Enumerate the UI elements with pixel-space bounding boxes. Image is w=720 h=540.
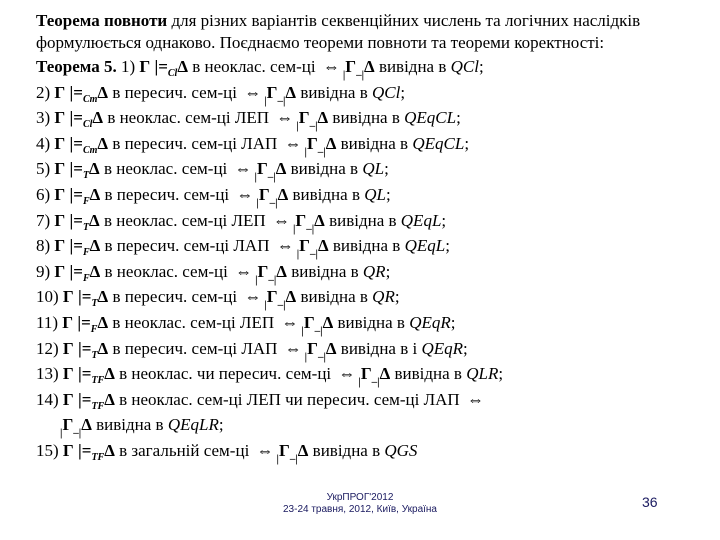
delta-symbol: Δ: [92, 108, 104, 128]
derived-label: вивідна в: [329, 210, 397, 230]
delta-symbol: Δ: [285, 82, 297, 102]
gamma-symbol: Г: [299, 236, 310, 256]
calculus-name: QCl: [450, 57, 479, 76]
iff-symbol: ⇔: [338, 364, 356, 384]
theorem-item-continuation: $_|Г_{-|}\Delta$ вивідна в QEqLR;: [60, 415, 224, 440]
calculus-name: QR: [362, 261, 386, 281]
theorem-item: 10) Γ $|=_T\Delta$ в пересич. сем-ці ⇔ $_|Г_{-|}\Delta$ вивідна в QR;: [36, 284, 696, 310]
turnstile-symbol: –|: [267, 171, 276, 184]
item-number: 4): [36, 133, 51, 153]
calculus-name: QEqR: [421, 338, 464, 358]
turnstile-symbol: |: [276, 452, 279, 465]
iff-symbol: ⇔: [466, 389, 484, 409]
delta-symbol: Δ: [297, 440, 309, 460]
item-number: 1): [120, 57, 136, 76]
derived-label: вивідна в: [332, 236, 401, 256]
calculus-name: QEqCL: [412, 133, 465, 153]
semantics-condition: в пересич. сем-ці ЛАП: [112, 338, 278, 358]
gamma-symbol: Γ: [62, 440, 74, 460]
delta-symbol: Δ: [97, 133, 109, 153]
delta-symbol: Δ: [97, 287, 109, 307]
turnstile-symbol: –|: [317, 350, 326, 363]
semantics-subscript: F: [82, 247, 90, 259]
semantics-subscript: TF: [91, 400, 105, 412]
item-number: 2): [36, 82, 51, 102]
theorem-item: 13) Γ $|=_{TF}\Delta$ в неоклас. чи пересич. сем-ці ⇔ $_|Г_{-|}\Delta$ вивідна в QLR;: [36, 361, 696, 387]
semantics-subscript: TF: [91, 375, 105, 387]
iff-symbol: ⇔: [276, 236, 294, 256]
semantics-condition: в пересич. сем-ці: [112, 82, 237, 102]
item-number: 15): [36, 440, 59, 460]
turnstile-symbol: –|: [309, 120, 318, 133]
turnstile-symbol: –|: [317, 145, 326, 158]
models-symbol: |=: [154, 57, 168, 76]
slide-content: [36, 10, 696, 464]
gamma-symbol: Γ: [54, 184, 66, 204]
theorem-list: [36, 54, 696, 464]
delta-symbol: Δ: [104, 389, 115, 409]
page-number: 36: [642, 494, 658, 510]
derived-label: вивідна в: [291, 261, 359, 281]
semantics-condition: в неоклас. сем-ці ЛЕП: [112, 312, 275, 332]
gamma-symbol: Γ: [62, 338, 74, 358]
semantics-subscript: Cl: [167, 68, 178, 79]
delta-symbol: Δ: [277, 184, 289, 204]
item-number: 9): [36, 261, 51, 281]
calculus-name: QEqLR: [167, 415, 219, 435]
calculus-name: QR: [372, 287, 395, 307]
theorem-item: 12) Γ $|=_T\Delta$ в пересич. сем-ці ЛАП ⇔ $_|Г_{-|}\Delta$ вивідна в і QEqR;: [36, 336, 696, 362]
delta-symbol: Δ: [314, 210, 325, 230]
semantics-condition: в пересич. сем-ці ЛАП: [104, 236, 270, 256]
models-symbol: |=: [69, 184, 83, 204]
calculus-name: QGS: [384, 440, 418, 460]
theorem-item: Теорема 5. 1) Γ $|=_{Cl}\Delta$ в неоклас. сем-ці ⇔ $_|Г_{-|}\Delta$ вивідна в QCl;: [36, 54, 696, 80]
iff-symbol: ⇔: [235, 261, 253, 281]
footer-date-place: 23-24 травня, 2012, Київ, Україна: [283, 504, 437, 515]
models-symbol: |=: [69, 82, 83, 102]
iff-symbol: ⇔: [284, 338, 302, 358]
turnstile-symbol: |: [264, 94, 267, 107]
turnstile-symbol: |: [292, 222, 296, 235]
semantics-subscript: Cl: [82, 119, 93, 131]
semantics-condition: в загальній сем-ці: [119, 440, 250, 460]
footer-conference: УкрПРОГ'2012: [326, 492, 394, 503]
theorem-label: Теорема 5.: [36, 57, 117, 76]
iff-symbol: ⇔: [322, 57, 340, 76]
gamma-symbol: Г: [303, 312, 315, 332]
gamma-symbol: Γ: [54, 210, 66, 230]
semantics-subscript: T: [91, 298, 98, 310]
item-number: 14): [36, 389, 59, 409]
turnstile-symbol: |: [255, 273, 258, 286]
calculus-name: QEqCL: [404, 108, 457, 128]
turnstile-symbol: –|: [268, 273, 277, 286]
iff-symbol: ⇔: [236, 184, 254, 204]
footer: [0, 492, 720, 516]
item-number: 11): [36, 312, 59, 332]
gamma-symbol: Г: [360, 364, 372, 384]
gamma-symbol: Г: [295, 210, 307, 230]
derived-label: вивідна в: [312, 440, 381, 460]
iff-symbol: ⇔: [256, 440, 274, 460]
turnstile-symbol: –|: [277, 94, 286, 107]
delta-symbol: Δ: [317, 108, 329, 128]
semantics-subscript: F: [82, 272, 90, 284]
derived-label: вивідна в: [290, 159, 359, 179]
calculus-name: QCl: [372, 82, 401, 102]
gamma-symbol: Γ: [54, 159, 66, 179]
turnstile-symbol: –|: [356, 69, 365, 81]
theorem-item: 7) Γ $|=_T\Delta$ в неоклас. сем-ці ЛЕП ⇔ $_|Г_{-|}\Delta$ вивідна в QEqL;: [36, 208, 696, 234]
theorem-item: 11) Γ $|=_F\Delta$ в неоклас. сем-ці ЛЕП ⇔ $_|Г_{-|}\Delta$ вивідна в QEqR;: [36, 310, 696, 336]
turnstile-symbol: –|: [289, 452, 298, 465]
delta-symbol: Δ: [275, 159, 287, 179]
theorem-item: 3) Γ $|=_{Cl}\Delta$ в неоклас. сем-ці ЛЕП ⇔ $_|Г_{-|}\Delta$ вивідна в QEqCL;: [36, 105, 696, 131]
turnstile-symbol: |: [304, 145, 307, 158]
derived-label: вивідна в: [96, 415, 164, 435]
gamma-symbol: Г: [256, 159, 268, 179]
gamma-symbol: Γ: [62, 364, 74, 384]
gamma-symbol: Г: [258, 184, 270, 204]
delta-symbol: Δ: [325, 338, 337, 358]
theorem-item: 2) Γ $|=_{Cm}\Delta$ в пересич. сем-ці ⇔ $_|Г_{-|}\Delta$ вивідна в QCl;: [36, 80, 696, 106]
semantics-condition: в пересич. сем-ці: [104, 184, 230, 204]
intro-paragraph: [36, 10, 696, 54]
gamma-symbol: Γ: [54, 108, 66, 128]
delta-symbol: Δ: [97, 82, 109, 102]
semantics-subscript: T: [91, 349, 98, 361]
delta-symbol: Δ: [322, 312, 334, 332]
models-symbol: |=: [78, 389, 92, 409]
turnstile-symbol: |: [301, 324, 304, 337]
item-number: 10): [36, 287, 59, 307]
models-symbol: |=: [78, 338, 92, 358]
turnstile-symbol: –|: [310, 248, 318, 261]
models-symbol: |=: [78, 364, 92, 384]
models-symbol: |=: [78, 287, 92, 307]
gamma-symbol: Γ: [54, 133, 66, 153]
gamma-symbol: Г: [266, 287, 278, 307]
iff-symbol: ⇔: [276, 108, 294, 128]
gamma-symbol: Г: [257, 261, 269, 281]
delta-symbol: Δ: [97, 338, 109, 358]
theorem-item: 9) Γ $|=_F\Delta$ в неоклас. сем-ці ⇔ $_|Г_{-|}\Delta$ вивідна в QR;: [36, 259, 696, 285]
derived-label: вивідна в: [300, 287, 368, 307]
semantics-condition: в неоклас. сем-ці ЛЕП чи пересич. сем-ці ЛАП: [119, 389, 460, 409]
delta-symbol: Δ: [285, 287, 297, 307]
semantics-subscript: F: [90, 323, 98, 335]
derived-label: вивідна в і: [340, 338, 418, 358]
turnstile-symbol: |: [256, 196, 259, 209]
item-number: 6): [36, 184, 51, 204]
semantics-condition: в пересич. сем-ці ЛАП: [112, 133, 278, 153]
semantics-subscript: Cm: [82, 144, 98, 156]
calculus-name: QL: [364, 184, 386, 204]
delta-symbol: Δ: [89, 184, 101, 204]
iff-symbol: ⇔: [284, 133, 302, 153]
intro-text: для різних варіантів секвенційних числень та логічних наслідків формулюється однаково. Поєднаємо теореми повноти та теореми коректності:: [36, 11, 641, 52]
derived-label: вивідна в: [394, 364, 462, 384]
iff-symbol: ⇔: [244, 82, 262, 102]
turnstile-symbol: |: [60, 427, 63, 440]
models-symbol: |=: [69, 261, 83, 281]
delta-symbol: Δ: [317, 236, 329, 256]
theorem-item: 6) Γ $|=_F\Delta$ в пересич. сем-ці ⇔ $_|Г_{-|}\Delta$ вивідна в QL;: [36, 182, 696, 208]
delta-symbol: Δ: [89, 159, 100, 179]
gamma-symbol: Г: [298, 108, 310, 128]
calculus-name: QEqR: [409, 312, 451, 332]
delta-symbol: Δ: [276, 261, 287, 281]
turnstile-symbol: |: [358, 376, 361, 389]
delta-symbol: Δ: [89, 261, 101, 281]
delta-symbol: Δ: [325, 133, 337, 153]
item-number: 3): [36, 108, 51, 128]
semantics-subscript: T: [82, 221, 90, 233]
gamma-symbol: Γ: [62, 389, 74, 409]
models-symbol: |=: [69, 236, 83, 256]
gamma-symbol: Γ: [54, 261, 66, 281]
calculus-name: QLR: [466, 364, 499, 384]
delta-symbol: Δ: [104, 440, 115, 460]
models-symbol: |=: [69, 108, 83, 128]
gamma-symbol: Γ: [139, 57, 151, 76]
derived-label: вивідна в: [332, 108, 400, 128]
calculus-name: QEqL: [404, 236, 446, 256]
theorem-item: [36, 387, 696, 413]
turnstile-symbol: –|: [314, 324, 323, 337]
models-symbol: |=: [69, 210, 83, 230]
turnstile-symbol: |: [342, 69, 346, 81]
turnstile-symbol: –|: [269, 196, 278, 209]
models-symbol: |=: [77, 312, 91, 332]
item-number: 13): [36, 364, 59, 384]
turnstile-symbol: |: [296, 248, 300, 261]
delta-symbol: Δ: [89, 210, 100, 230]
delta-symbol: Δ: [379, 364, 391, 384]
iff-symbol: ⇔: [244, 287, 262, 307]
item-number: 12): [36, 338, 59, 358]
delta-symbol: Δ: [104, 364, 115, 384]
theorem-item: [36, 438, 696, 464]
semantics-condition: в неоклас. сем-ці: [103, 159, 228, 179]
derived-label: вивідна в: [337, 312, 405, 332]
delta-symbol: Δ: [177, 57, 189, 76]
models-symbol: |=: [78, 440, 92, 460]
theorem-item: 8) Γ $|=_F\Delta$ в пересич. сем-ці ЛАП ⇔ $_|Г_{-|}\Delta$ вивідна в QEqL;: [36, 233, 696, 259]
semantics-condition: в неоклас. сем-ці: [104, 261, 228, 281]
semantics-condition: в неоклас. сем-ці ЛЕП: [107, 108, 270, 128]
gamma-symbol: Г: [307, 338, 318, 358]
semantics-condition: в неоклас. чи пересич. сем-ці: [119, 364, 332, 384]
derived-label: вивідна в: [300, 82, 368, 102]
delta-symbol: Δ: [89, 236, 101, 256]
turnstile-symbol: –|: [277, 299, 286, 312]
iff-symbol: ⇔: [281, 312, 299, 332]
calculus-name: QL: [362, 159, 385, 179]
item-number: 8): [36, 236, 51, 256]
turnstile-symbol: |: [254, 171, 257, 184]
gamma-symbol: Г: [266, 82, 278, 102]
turnstile-symbol: |: [296, 120, 299, 133]
turnstile-symbol: –|: [73, 427, 82, 440]
derived-label: вивідна в: [292, 184, 360, 204]
gamma-symbol: Γ: [54, 236, 66, 256]
semantics-condition: в неоклас. сем-ці: [192, 57, 316, 76]
iff-symbol: ⇔: [234, 159, 252, 179]
theorem-item: 5) Γ $|=_T\Delta$ в неоклас. сем-ці ⇔ $_|Г_{-|}\Delta$ вивідна в QL;: [36, 156, 696, 182]
turnstile-symbol: |: [264, 299, 267, 312]
models-symbol: |=: [69, 159, 83, 179]
semantics-subscript: Cm: [82, 93, 98, 105]
gamma-symbol: Γ: [54, 82, 66, 102]
gamma-symbol: Г: [306, 133, 318, 153]
turnstile-symbol: –|: [371, 376, 380, 389]
delta-symbol: Δ: [97, 312, 109, 332]
gamma-symbol: Γ: [62, 312, 74, 332]
intro-bold: Теорема повноти: [36, 11, 168, 30]
derived-label: вивідна в: [340, 133, 409, 153]
semantics-subscript: F: [82, 195, 90, 207]
delta-symbol: Δ: [364, 57, 375, 76]
semantics-subscript: TF: [91, 451, 105, 463]
turnstile-symbol: –|: [306, 222, 315, 235]
item-number: 7): [36, 210, 51, 230]
calculus-name: QEqL: [400, 210, 442, 230]
item-number: 5): [36, 159, 51, 179]
gamma-symbol: Γ: [62, 287, 74, 307]
derived-label: вивідна в: [378, 57, 447, 76]
iff-symbol: ⇔: [272, 210, 290, 230]
gamma-symbol: Г: [345, 57, 357, 76]
delta-symbol: Δ: [81, 415, 92, 435]
semantics-condition: в неоклас. сем-ці ЛЕП: [103, 210, 266, 230]
models-symbol: |=: [69, 133, 83, 153]
gamma-symbol: Г: [278, 440, 290, 460]
gamma-symbol: Г: [62, 415, 74, 435]
theorem-item: 4) Γ $|=_{Cm}\Delta$ в пересич. сем-ці ЛАП ⇔ $_|Г_{-|}\Delta$ вивідна в QEqCL;: [36, 131, 696, 157]
semantics-condition: в пересич. сем-ці: [112, 287, 238, 307]
turnstile-symbol: |: [304, 350, 308, 363]
semantics-subscript: T: [82, 170, 90, 182]
